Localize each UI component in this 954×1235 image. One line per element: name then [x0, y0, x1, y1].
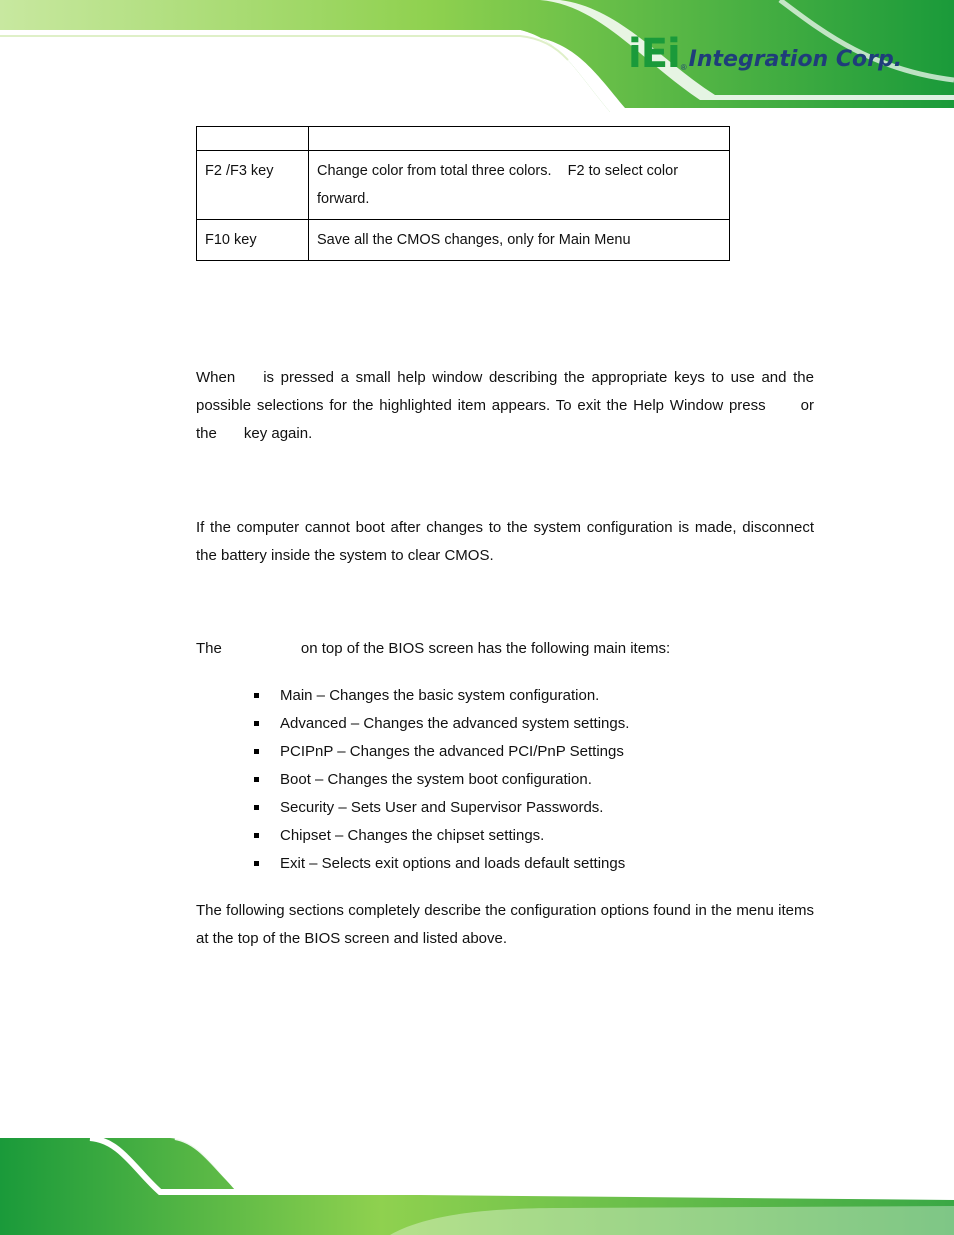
list-item: Security – Sets User and Supervisor Passwords. — [252, 794, 629, 822]
closing-paragraph: The following sections completely describe the configuration options found in the menu items at the top of the BIOS screen and listed above. — [196, 902, 814, 947]
menu-items-list — [252, 682, 629, 878]
key-cell: F10 key — [197, 220, 309, 261]
help-text-3: or the — [196, 397, 814, 442]
list-item: Advanced – Changes the advanced system settings. — [252, 710, 629, 738]
footer-banner — [0, 1130, 954, 1235]
table-row — [197, 220, 730, 261]
function-cell: Save all the CMOS changes, only for Main Menu — [309, 220, 730, 261]
key-function-table — [196, 126, 730, 261]
list-item: PCIPnP – Changes the advanced PCI/PnP Settings — [252, 738, 629, 766]
menu-intro-text-2: on top of the BIOS screen has the following main items: — [300, 640, 671, 657]
help-window-paragraph — [196, 364, 814, 448]
registered-mark: ® — [680, 63, 687, 72]
help-text-1: When — [196, 369, 236, 386]
table-header-key — [197, 127, 309, 151]
menu-bar-intro — [196, 635, 814, 663]
table-header-function — [309, 127, 730, 151]
key-cell: F2 /F3 key — [197, 151, 309, 220]
company-logo — [628, 28, 903, 77]
logo-text: Integration Corp. — [688, 47, 903, 72]
clear-cmos-paragraph: If the computer cannot boot after changes to the system configuration is made, disconnect the battery inside the system to clear CMOS. — [196, 519, 814, 564]
list-item: Main – Changes the basic system configuration. — [252, 682, 629, 710]
list-item: Exit – Selects exit options and loads default settings — [252, 850, 629, 878]
menu-intro-text-1: The — [196, 640, 222, 657]
table-row — [197, 151, 730, 220]
help-text-2: is pressed a small help window describing the appropriate keys to use and the possible selections for the highlighted item appears. To exit the Help Window press — [196, 369, 814, 414]
help-text-4: key again. — [243, 425, 313, 442]
function-cell: Change color from total three colors. F2 to select color forward. — [309, 151, 730, 220]
logo-mark: iEi — [628, 31, 680, 77]
list-item: Chipset – Changes the chipset settings. — [252, 822, 629, 850]
table-header-row — [197, 127, 730, 151]
list-item: Boot – Changes the system boot configuration. — [252, 766, 629, 794]
